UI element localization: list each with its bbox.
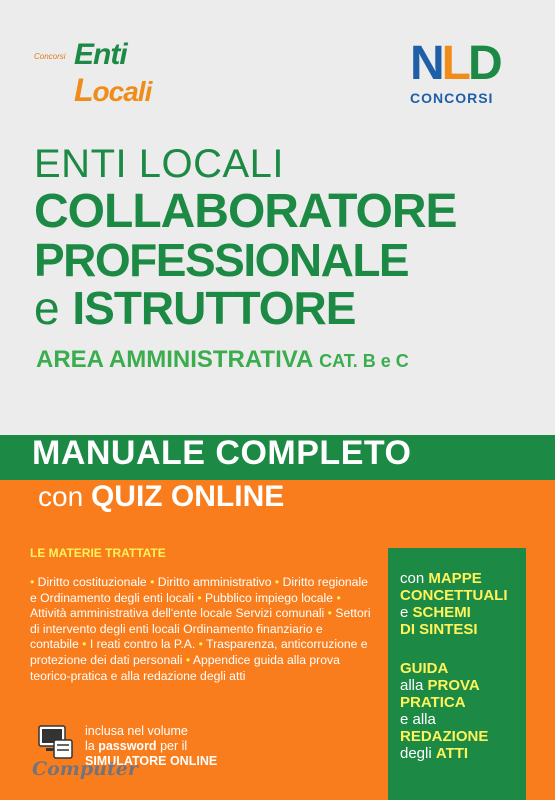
materie-title: LE MATERIE TRATTATE: [30, 546, 166, 560]
box-alla: alla: [400, 677, 424, 694]
sim-line3: SIMULATORE ONLINE: [85, 754, 218, 768]
materia-item: Appendice guida alla prova teorico-pratica e alla redazione degli atti: [30, 652, 340, 683]
title-professionale: PROFESSIONALE: [34, 234, 409, 286]
bullet-icon: •: [274, 575, 283, 589]
logo-small-text: Concorsi: [34, 52, 66, 61]
materia-item: Settori di intervento degli enti locali Ordinamento finanziario e contabile: [30, 606, 371, 652]
title-enti-locali: ENTI LOCALI: [34, 142, 285, 186]
box-di-sintesi: DI SINTESI: [400, 621, 478, 638]
logo-locali: Locali: [74, 72, 152, 108]
materia-item: Diritto costituzionale: [37, 575, 151, 589]
logo-d: D: [468, 37, 500, 90]
quiz-bold: QUIZ ONLINE: [90, 480, 285, 513]
bullet-icon: •: [82, 637, 90, 652]
features-box: [388, 548, 526, 800]
materia-item: Diritto regionale e Ordinamento degli enti locali: [30, 575, 368, 605]
area-subtitle: [36, 346, 409, 374]
box-guida: GUIDA: [400, 660, 449, 677]
logo-n: N: [410, 37, 442, 90]
box-e-alla: e alla: [400, 711, 436, 728]
watermark: Computer: [32, 758, 138, 780]
features-mappe: [400, 570, 524, 638]
box-concettuali: CONCETTUALI: [400, 587, 508, 604]
sim-password: password: [98, 739, 157, 753]
materia-item: Diritto amministrativo: [157, 575, 275, 589]
title-e: e: [34, 282, 60, 334]
nld-concorsi-logo: [410, 37, 510, 106]
materia-item: I reati contro la P.A.: [89, 637, 199, 652]
box-atti: ATTI: [435, 745, 469, 762]
bullet-icon: •: [197, 590, 205, 605]
area-text: AREA AMMINISTRATIVA: [36, 346, 313, 373]
title-collaboratore: COLLABORATORE: [34, 185, 457, 238]
cat-text: CAT. B e C: [319, 351, 409, 371]
bullet-icon: •: [198, 637, 207, 652]
bullet-icon: •: [30, 575, 38, 589]
logo-l: L: [441, 37, 468, 90]
box-degli: degli: [400, 745, 432, 762]
quiz-prefix: con: [38, 481, 84, 512]
features-guida: [400, 660, 524, 762]
box-e: e: [400, 604, 409, 621]
nld-mark: [410, 37, 510, 90]
bullet-icon: •: [185, 652, 193, 667]
bullet-icon: •: [327, 606, 336, 621]
box-con: con: [400, 570, 425, 587]
box-redazione: REDAZIONE: [400, 728, 489, 745]
box-schemi: SCHEMI: [412, 604, 471, 621]
logo-enti: Enti: [74, 38, 127, 71]
sim-per-il: per il: [160, 739, 188, 753]
title-istruttore-word: ISTRUTTORE: [72, 282, 356, 334]
title-istruttore: [34, 282, 355, 334]
materie-list: [30, 575, 372, 684]
sim-line1: inclusa nel volume: [85, 724, 188, 738]
box-mappe: MAPPE: [428, 570, 482, 587]
materia-item: Attività amministrativa dell'ente locale Servizi comunali: [30, 606, 328, 621]
bullet-icon: •: [336, 590, 341, 605]
logo-concorsi: CONCORSI: [410, 90, 494, 106]
manuale-completo: MANUALE COMPLETO: [32, 434, 412, 472]
box-prova: PROVA: [427, 677, 480, 694]
materia-item: Trasparenza, anticorruzione e protezione dei dati personali: [30, 637, 368, 667]
quiz-online: [38, 480, 284, 514]
sim-la: la: [85, 739, 95, 753]
materia-item: Pubblico impiego locale: [205, 590, 337, 605]
bullet-icon: •: [150, 575, 158, 589]
box-pratica: PRATICA: [400, 694, 466, 711]
